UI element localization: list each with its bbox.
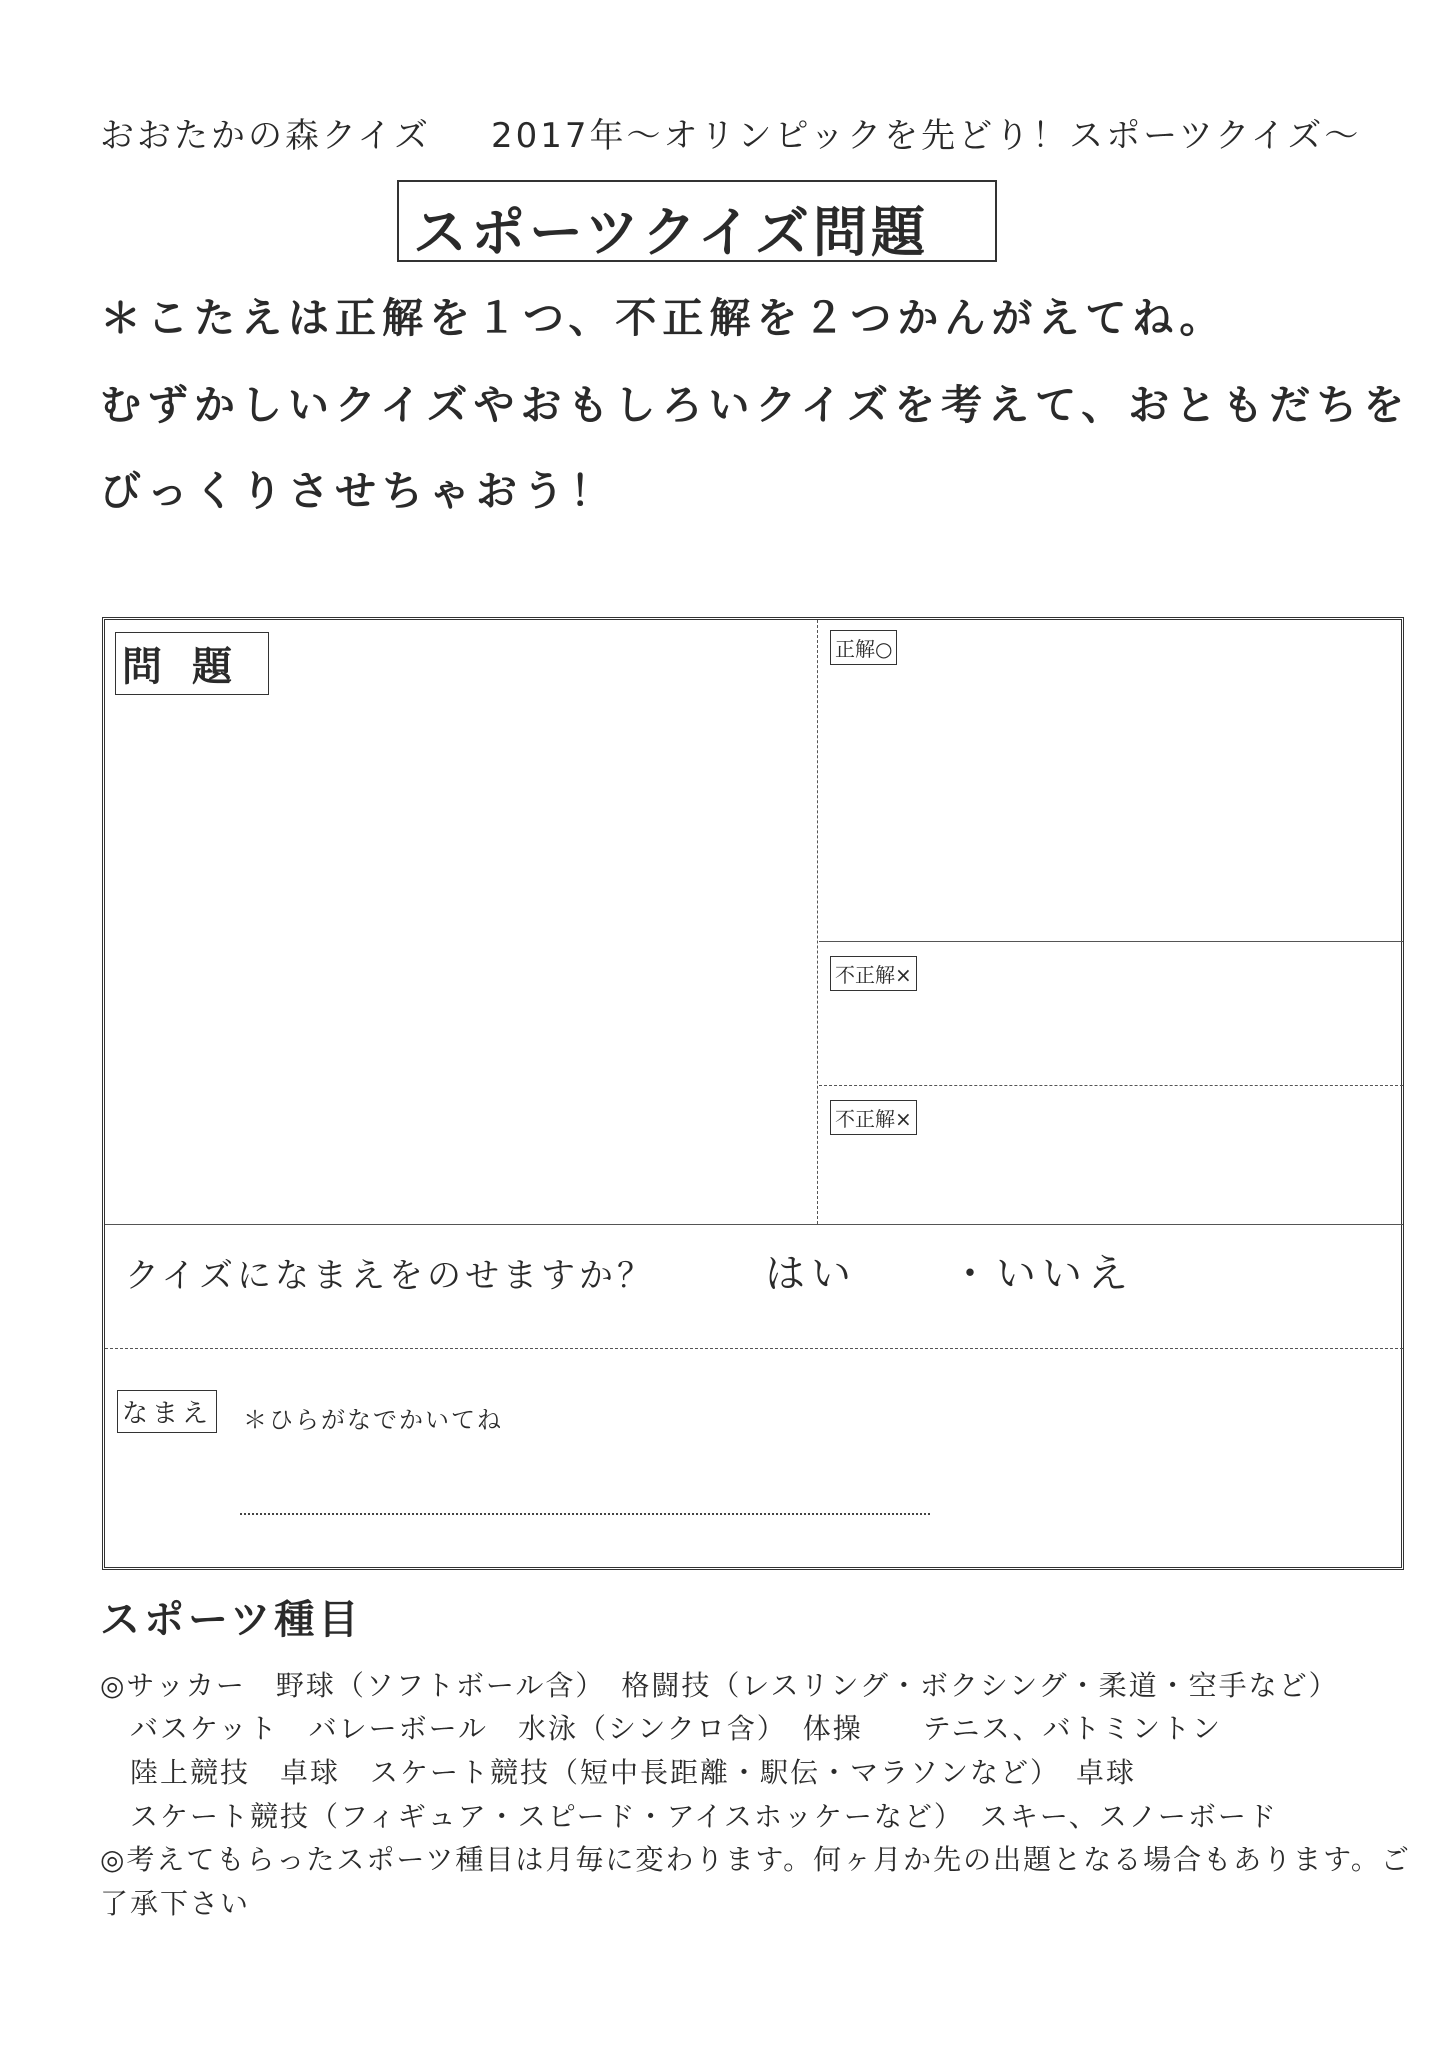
sports-line-6: 了承下さい: [100, 1887, 251, 1920]
instruction-line-1: ＊こたえは正解を１つ、不正解を２つかんがえてね。: [100, 294, 1227, 342]
sports-line-1: ◎サッカー 野球（ソフトボール含） 格闘技（レスリング・ボクシング・柔道・空手など）: [100, 1669, 1339, 1702]
title-box: [397, 180, 997, 262]
name-divider: [105, 1348, 1403, 1349]
sports-line-4: スケート競技（フィギュア・スピード・アイスホッケーなど） スキー、スノーボード: [100, 1800, 1278, 1833]
name-hint: ＊ひらがなでかいてね: [243, 1406, 503, 1434]
section-divider: [105, 1224, 1403, 1225]
name-input-line[interactable]: [240, 1513, 930, 1515]
sports-line-5: ◎考えてもらったスポーツ種目は月毎に変わります。何ヶ月か先の出題となる場合もあります。ご: [100, 1843, 1411, 1876]
yes-option[interactable]: はい: [765, 1251, 857, 1297]
page-title: スポーツクイズ問題: [413, 201, 930, 264]
header-line: [100, 108, 1361, 157]
instruction-line-3: びっくりさせちゃおう！: [100, 467, 617, 515]
publish-question: クイズになまえをのせますか？: [125, 1256, 655, 1296]
quiz-form: [102, 617, 1404, 1570]
header-right: 2017年～オリンピックを先どり！スポーツクイズ～: [490, 116, 1362, 156]
sports-line-2: バスケット バレーボール 水泳（シンクロ含） 体操 テニス、バトミントン: [100, 1712, 1222, 1745]
wrong-divider: [819, 1085, 1403, 1086]
column-divider: [817, 620, 818, 1224]
question-label: 問題: [115, 632, 269, 695]
wrong-answer-2-label: 不正解×: [830, 1100, 917, 1135]
wrong-answer-1-label: 不正解×: [830, 956, 917, 991]
name-label: なまえ: [117, 1390, 217, 1433]
sports-title: スポーツ種目: [100, 1597, 363, 1643]
correct-divider: [819, 941, 1403, 942]
instruction-line-2: むずかしいクイズやおもしろいクイズを考えて、おともだちを: [100, 381, 1411, 429]
no-option[interactable]: ・いいえ: [950, 1251, 1134, 1297]
header-left: おおたかの森クイズ: [100, 116, 431, 156]
sports-line-3: 陸上競技 卓球 スケート競技（短中長距離・駅伝・マラソンなど） 卓球: [100, 1756, 1137, 1789]
wrong-answer-2-area[interactable]: [819, 1134, 1401, 1220]
wrong-answer-1-area[interactable]: [819, 990, 1401, 1082]
correct-answer-label: 正解○: [830, 630, 897, 665]
correct-answer-area[interactable]: [819, 664, 1401, 934]
question-area[interactable]: [105, 690, 815, 1220]
